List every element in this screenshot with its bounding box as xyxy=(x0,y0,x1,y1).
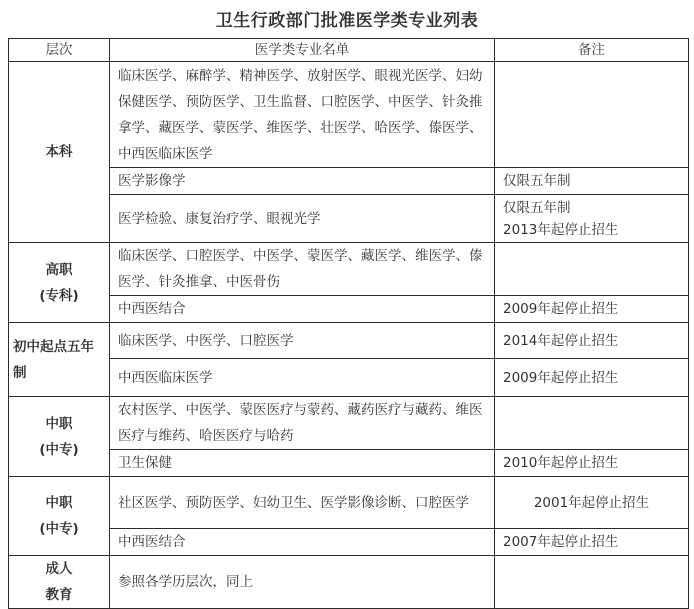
header-majors: 医学类专业名单 xyxy=(110,39,495,62)
page-title: 卫生行政部门批准医学类专业列表 xyxy=(215,11,479,31)
level-label: 教育 xyxy=(45,587,73,603)
notes-cell xyxy=(495,529,689,556)
notes-cell xyxy=(495,450,689,477)
level-cell xyxy=(9,397,110,477)
header-notes: 备注 xyxy=(495,39,689,62)
table-row xyxy=(9,168,689,195)
level-label: 初中起点五年 xyxy=(13,338,94,355)
table-row xyxy=(9,62,689,168)
majors-cell: 中西医结合 xyxy=(110,296,495,323)
note-text: 2009年起停止招生 xyxy=(503,301,619,317)
majors-cell: 中西医结合 xyxy=(110,529,495,556)
level-label: 中职 xyxy=(45,495,73,511)
table-row xyxy=(9,397,689,450)
notes-cell xyxy=(495,556,689,609)
majors-cell: 卫生保健 xyxy=(110,450,495,477)
level-label: (专科) xyxy=(39,287,79,304)
majors-cell: 医学影像学 xyxy=(110,168,495,195)
level-cell xyxy=(9,62,110,243)
table-row xyxy=(9,359,689,397)
majors-cell: 临床医学、口腔医学、中医学、蒙医学、藏医学、维医学、傣医学、针灸推拿、中医骨伤 xyxy=(110,243,495,296)
note-text: 2014年起停止招生 xyxy=(503,332,619,349)
table-row xyxy=(9,323,689,359)
level-cell xyxy=(9,323,110,397)
level-label: 本科 xyxy=(45,144,73,160)
notes-cell xyxy=(495,477,689,529)
note-text: 2007年起停止招生 xyxy=(503,534,619,550)
notes-cell xyxy=(495,243,689,296)
level-cell xyxy=(9,477,110,556)
level-label: 成人 xyxy=(45,561,73,577)
level-label: 中职 xyxy=(45,415,73,432)
note-text: 2010年起停止招生 xyxy=(503,455,619,471)
notes-cell xyxy=(495,296,689,323)
note-text: 2001年起停止招生 xyxy=(533,494,650,511)
notes-cell xyxy=(495,397,689,450)
majors-cell: 参照各学历层次，同上 xyxy=(110,556,495,609)
majors-cell: 医学检验、康复治疗学、眼视光学 xyxy=(110,195,495,243)
table-row xyxy=(9,195,689,243)
table-row xyxy=(9,529,689,556)
table-row xyxy=(9,477,689,529)
table-row xyxy=(9,296,689,323)
table-row xyxy=(9,450,689,477)
note-text: 仅限五年制 xyxy=(503,199,571,216)
level-label: (中专) xyxy=(39,441,79,458)
notes-cell xyxy=(495,195,689,243)
majors-table xyxy=(8,38,689,609)
table-row xyxy=(9,243,689,296)
notes-cell xyxy=(495,168,689,195)
note-text: 仅限五年制 xyxy=(503,173,571,189)
table-header-row xyxy=(9,39,689,62)
notes-cell xyxy=(495,359,689,397)
level-label: 制 xyxy=(13,364,27,381)
majors-cell: 临床医学、中医学、口腔医学 xyxy=(110,323,495,359)
majors-cell: 中西医临床医学 xyxy=(110,359,495,397)
note-text: 2009年起停止招生 xyxy=(503,369,619,386)
table-row xyxy=(9,556,689,609)
level-label: (中专) xyxy=(39,521,79,537)
notes-cell xyxy=(495,323,689,359)
majors-cell: 社区医学、预防医学、妇幼卫生、医学影像诊断、口腔医学 xyxy=(110,477,495,529)
header-level: 层次 xyxy=(9,39,110,62)
notes-cell xyxy=(495,62,689,168)
majors-cell: 临床医学、麻醉学、精神医学、放射医学、眼视光医学、妇幼保健医学、预防医学、卫生监督、口腔医学、中医学、针灸推拿学、藏医学、蒙医学、维医学、壮医学、哈医学、傣医学、中西医临床医学 xyxy=(110,62,495,168)
level-cell xyxy=(9,243,110,323)
level-cell xyxy=(9,556,110,609)
majors-cell: 农村医学、中医学、蒙医医疗与蒙药、藏药医疗与藏药、维医医疗与维药、哈医医疗与哈药 xyxy=(110,397,495,450)
note-text: 2013年起停止招生 xyxy=(503,221,619,238)
level-label: 高职 xyxy=(45,261,73,278)
